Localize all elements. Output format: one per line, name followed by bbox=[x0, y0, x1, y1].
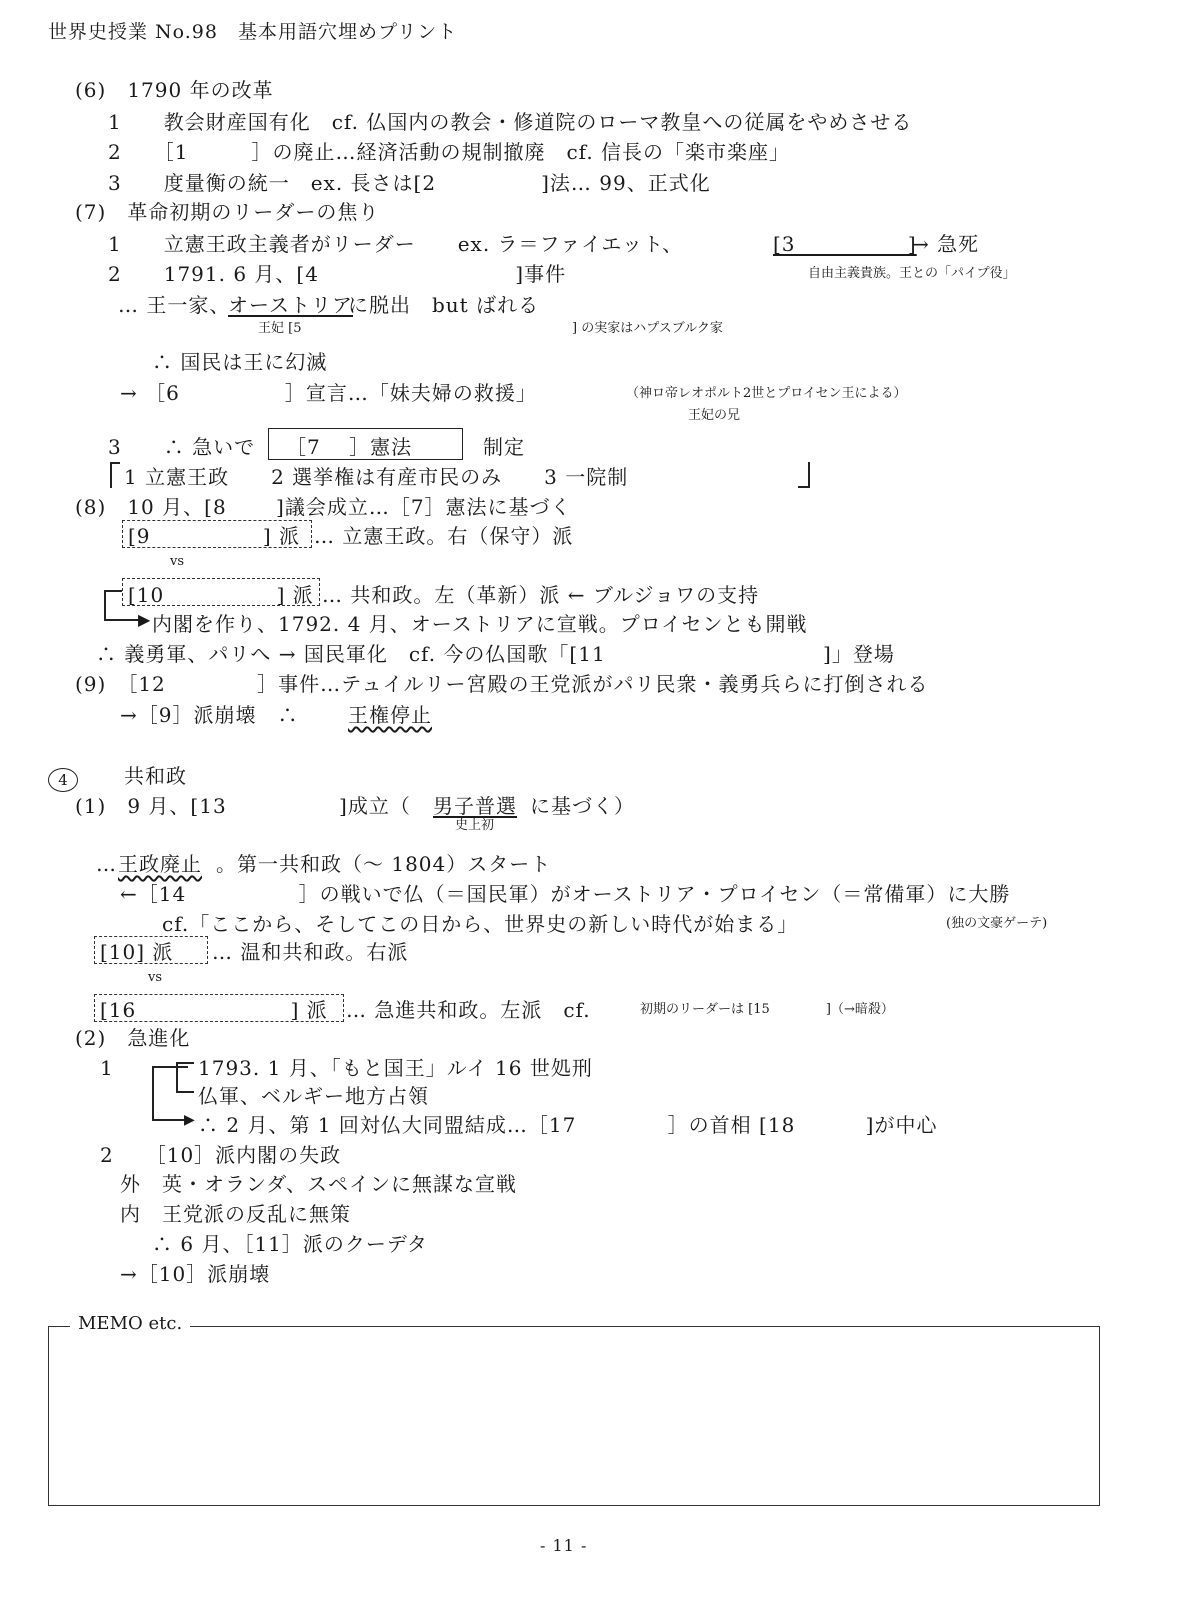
text-line-l7n: 自由主義貴族。王との「パイプ役」 bbox=[808, 266, 1016, 281]
text-line-l5: (7) 革命初期のリーダーの焦り bbox=[75, 200, 380, 224]
faction-10-box bbox=[122, 578, 320, 606]
text-line-l11: → ［6 ］宣言…「妹夫婦の救援」 bbox=[120, 381, 537, 405]
text-line-l12c: 制定 bbox=[483, 435, 525, 459]
text-line-l27n: (独の文豪ゲーテ) bbox=[946, 916, 1048, 931]
text-line-l36: 2 ［10］派内閣の失政 bbox=[100, 1143, 342, 1167]
bracket-left-top bbox=[110, 462, 120, 464]
text-line-l31: (2) 急進化 bbox=[75, 1026, 191, 1050]
text-line-l7: 2 1791. 6 月、[4 ]事件 bbox=[108, 262, 567, 286]
text-line-l30b: … 急進共和政。左派 cf. bbox=[346, 998, 591, 1022]
text-line-l27: cf.「ここから、そしてこの日から、世界史の新しい時代が始まる」 bbox=[162, 912, 799, 936]
text-line-l23c: に基づく） bbox=[530, 794, 635, 818]
text-line-l25b: 王政廃止 bbox=[118, 852, 202, 876]
memo-box bbox=[48, 1326, 1100, 1506]
text-line-l14: (8) 10 月、[8 ]議会成立…［7］憲法に基づく bbox=[75, 495, 572, 519]
text-line-l6b: [3 ] bbox=[773, 232, 917, 256]
constitution-box bbox=[268, 428, 463, 460]
text-line-l37: 外 英・オランダ、スペインに無謀な宣戦 bbox=[120, 1172, 517, 1196]
section-number-badge: 4 bbox=[48, 768, 78, 792]
faction-9-box bbox=[122, 520, 312, 548]
text-line-l40: →［10］派崩壊 bbox=[120, 1262, 271, 1286]
text-line-l11n: （神ロ帝レオポルト2世とプロイセン王による） bbox=[626, 386, 907, 401]
text-line-l9: 王妃 [5 bbox=[258, 321, 302, 336]
text-line-l2: 1 教会財産国有化 cf. 仏国内の教会・修道院のローマ教皇への従属をやめさせる bbox=[108, 110, 913, 134]
text-line-l25: … bbox=[96, 852, 117, 876]
text-line-l17: [10 ] 派 bbox=[128, 583, 314, 607]
bracket-right-vert bbox=[808, 462, 810, 488]
text-line-l16: vs bbox=[170, 554, 185, 569]
branch-top bbox=[152, 1066, 188, 1068]
text-line-l6c: → 急死 bbox=[912, 232, 980, 256]
text-line-l1: (6) 1790 年の改革 bbox=[75, 78, 274, 102]
text-line-l23b: 男子普選 bbox=[433, 794, 517, 818]
faction-16-box bbox=[94, 994, 344, 1022]
text-line-l8: … 王一家、 bbox=[118, 293, 231, 317]
text-line-l23: (1) 9 月、[13 ]成立（ bbox=[75, 794, 411, 818]
text-line-l19: ∴ 義勇軍、パリへ → 国民軍化 cf. 今の仏国歌「[11 ]」登場 bbox=[96, 642, 895, 666]
text-line-l29: vs bbox=[148, 970, 163, 985]
text-line-l8c: に脱出 but ばれる bbox=[348, 293, 540, 317]
bracket-left-vert bbox=[110, 462, 112, 488]
bracket-right-bottom bbox=[798, 486, 810, 488]
branch-vert bbox=[152, 1066, 154, 1120]
text-line-l17b: … 共和政。左（革新）派 ← ブルジョワの支持 bbox=[322, 583, 760, 607]
text-line-l9b: ] の実家はハプスブルク家 bbox=[572, 321, 723, 336]
text-line-l12: 3 ∴ 急いで bbox=[108, 435, 256, 459]
arrow-head-icon: ▶ bbox=[138, 610, 152, 629]
text-line-l39: ∴ 6 月、［11］派のクーデタ bbox=[152, 1232, 428, 1256]
text-line-l10: ∴ 国民は王に幻滅 bbox=[152, 350, 328, 374]
text-line-l26: ←［14 ］の戦いで仏（＝国民軍）がオーストリア・プロイセン（＝常備軍）に大勝 bbox=[120, 882, 1011, 906]
text-line-l28: [10] 派 bbox=[100, 940, 174, 964]
text-line-l28b: … 温和共和政。右派 bbox=[212, 940, 409, 964]
arrow-connector-vert bbox=[104, 590, 106, 620]
memo-label: MEMO etc. bbox=[70, 1313, 190, 1334]
text-line-l21: →［9］派崩壊 ∴ bbox=[120, 703, 299, 727]
text-line-l33: 1793. 1 月、「もと国王」ルイ 16 世処刑 bbox=[198, 1056, 593, 1080]
text-line-l34: 仏軍、ベルギー地方占領 bbox=[198, 1084, 429, 1108]
branch-inner-vert bbox=[176, 1062, 178, 1092]
faction-10-box-2 bbox=[94, 936, 208, 964]
text-line-l6: 1 立憲王政主義者がリーダー ex. ラ＝ファイエット、 bbox=[108, 232, 684, 256]
text-line-l22: 共和政 bbox=[124, 764, 187, 788]
branch-arrow-icon: ▶ bbox=[184, 1112, 196, 1128]
text-line-l12b: ［7 ］憲法 bbox=[286, 435, 413, 459]
text-line-l30c: 初期のリーダーは [15 ]（→暗殺） bbox=[640, 1002, 894, 1017]
text-line-l30: [16 ] 派 bbox=[100, 998, 328, 1022]
branch-inner-bottom bbox=[176, 1091, 194, 1093]
text-line-l18: 内閣を作り、1792. 4 月、オーストリアに宣戦。プロイセンとも開戦 bbox=[152, 612, 808, 636]
text-line-l21b: 王権停止 bbox=[348, 703, 432, 727]
page-header: 世界史授業 No.98 基本用語穴埋めプリント bbox=[48, 21, 458, 43]
text-line-l25c: 。第一共和政（～ 1804）スタート bbox=[216, 852, 552, 876]
text-line-l35: ∴ 2 月、第 1 回対仏大同盟結成…［17 ］の首相 [18 ]が中心 bbox=[198, 1113, 938, 1137]
text-line-l15b: … 立憲王政。右（保守）派 bbox=[314, 524, 574, 548]
arrow-connector-top bbox=[104, 590, 122, 592]
text-line-l32: 1 bbox=[100, 1056, 114, 1080]
text-line-l20: (9) ［12 ］事件…テュイルリー宮殿の王党派がパリ民衆・義勇兵らに打倒される bbox=[75, 672, 929, 696]
text-line-l4: 3 度量衡の統一 ex. 長さは[2 ]法… 99、正式化 bbox=[108, 171, 711, 195]
text-line-l8b: オーストリア bbox=[228, 293, 353, 317]
text-line-l24: 史上初 bbox=[455, 818, 495, 833]
page-number: - 11 - bbox=[540, 1536, 588, 1555]
branch-inner-top bbox=[176, 1062, 194, 1064]
branch-bottom bbox=[152, 1119, 188, 1121]
text-line-l3: 2 ［1 ］の廃止…経済活動の規制撤廃 cf. 信長の「楽市楽座」 bbox=[108, 140, 791, 164]
text-line-l38: 内 王党派の反乱に無策 bbox=[120, 1202, 351, 1226]
text-line-l11m: 王妃の兄 bbox=[688, 408, 741, 423]
text-line-l13: 1 立憲王政 2 選挙権は有産市民のみ 3 一院制 bbox=[124, 465, 629, 489]
text-line-l15: [9 ] 派 bbox=[128, 524, 301, 548]
